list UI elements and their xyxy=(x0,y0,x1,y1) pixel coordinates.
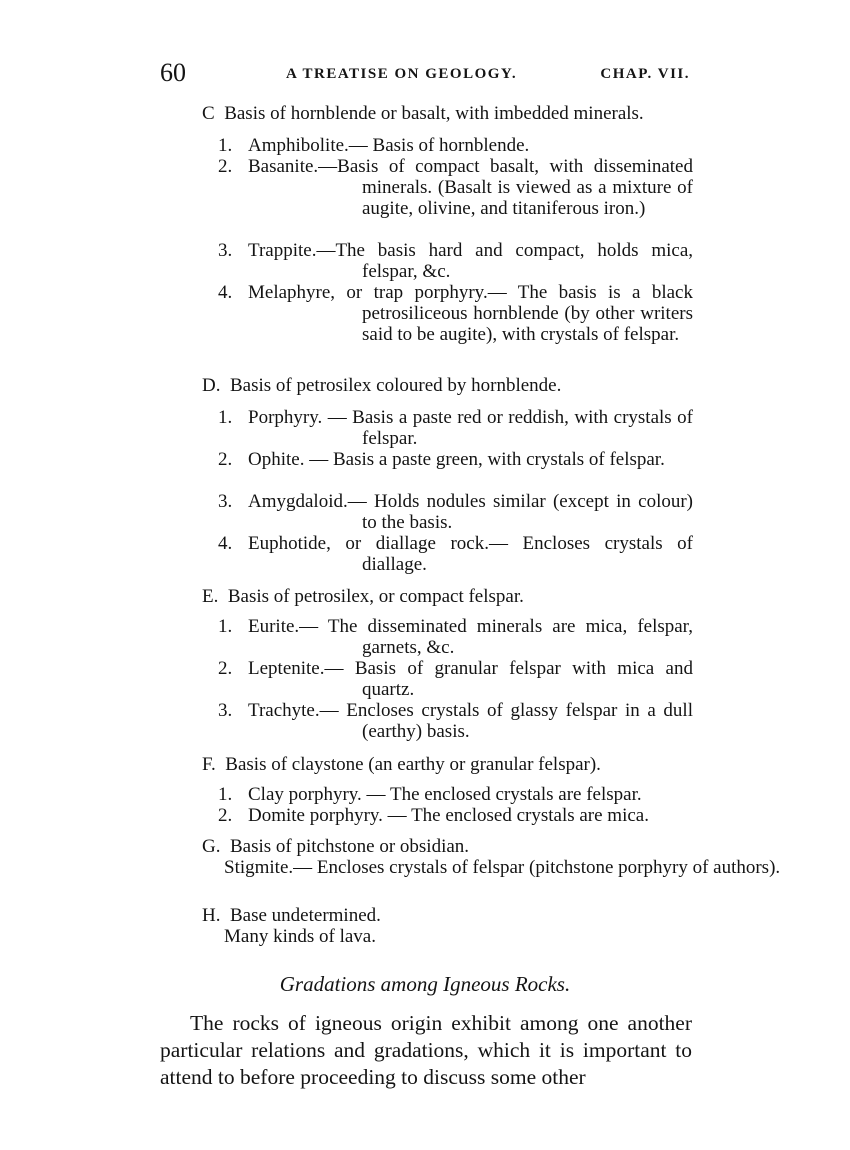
section-heading-text: Basis of petrosilex coloured by hornblende. xyxy=(229,375,562,396)
item-text: Basanite.—Basis of compact basalt, with disseminated minerals. (Basalt is viewed as a mixture of augite, olivine, and titaniferous iron.) xyxy=(248,156,693,219)
list-item xyxy=(218,156,693,219)
stigmite-line: Stigmite.— Encloses crystals of felspar (pitchstone porphyry of authors). xyxy=(224,857,781,878)
section-f-heading xyxy=(202,754,702,775)
page-number: 60 xyxy=(160,58,186,87)
running-header xyxy=(160,58,690,92)
section-heading-text: Basis of pitchstone or obsidian. xyxy=(229,836,470,857)
list-item xyxy=(218,658,693,700)
lava-line: Many kinds of lava. xyxy=(224,926,376,947)
section-heading-text: Base undetermined. xyxy=(229,905,381,926)
item-number: 3. xyxy=(218,700,233,721)
item-number: 3. xyxy=(218,491,233,512)
section-e-heading xyxy=(202,586,702,607)
item-text: Euphotide, or diallage rock.— Encloses crystals of diallage. xyxy=(248,533,693,575)
item-text: Eurite.— The disseminated minerals are mica, felspar, garnets, &c. xyxy=(248,616,693,658)
item-number: 2. xyxy=(218,658,233,679)
item-number: 2. xyxy=(218,449,233,470)
section-h-heading xyxy=(202,905,702,926)
item-number: 4. xyxy=(218,533,233,554)
section-c-heading xyxy=(202,103,702,124)
item-number: 1. xyxy=(218,135,233,156)
section-letter: F. xyxy=(202,754,216,775)
list-item xyxy=(218,449,693,470)
item-text: Leptenite.— Basis of granular felspar with mica and quartz. xyxy=(248,658,693,700)
item-text: Amphibolite.— Basis of hornblende. xyxy=(248,135,530,156)
list-item xyxy=(218,135,693,156)
list-item xyxy=(218,282,693,345)
item-text: Trachyte.— Encloses crystals of glassy felspar in a dull (earthy) basis. xyxy=(248,700,693,742)
item-text: Porphyry. — Basis a paste red or reddish, with crystals of felspar. xyxy=(248,407,693,449)
item-text: Domite porphyry. — The enclosed crystals are mica. xyxy=(248,805,649,826)
item-text: Ophite. — Basis a paste green, with crystals of felspar. xyxy=(248,449,665,470)
item-text: Amygdaloid.— Holds nodules similar (except in colour) to the basis. xyxy=(248,491,693,533)
item-text: Clay porphyry. — The enclosed crystals are felspar. xyxy=(248,784,642,805)
list-item xyxy=(218,805,693,826)
section-subheading: Gradations among Igneous Rocks. xyxy=(279,972,571,996)
body-paragraph: The rocks of igneous origin exhibit among one another particular relations and gradations, which it is important to attend to before proceeding to discuss some other xyxy=(160,1011,692,1089)
list-item xyxy=(218,533,693,575)
section-d-heading xyxy=(202,375,702,396)
item-number: 2. xyxy=(218,805,233,826)
section-letter: E. xyxy=(202,586,219,607)
section-heading-text: Basis of claystone (an earthy or granular felspar). xyxy=(225,754,601,775)
item-number: 1. xyxy=(218,616,233,637)
item-number: 1. xyxy=(218,407,233,428)
item-text: Trappite.—The basis hard and compact, holds mica, felspar, &c. xyxy=(248,240,693,282)
section-letter: G. xyxy=(202,836,221,857)
item-text: Melaphyre, or trap porphyry.— The basis is a black petrosiliceous hornblende (by other writers said to be augite), with crystals of felspar. xyxy=(248,282,693,345)
list-item xyxy=(218,240,693,282)
section-letter: C xyxy=(202,103,215,124)
list-item xyxy=(218,784,693,805)
list-item xyxy=(218,700,693,742)
section-letter: H. xyxy=(202,905,221,926)
item-number: 3. xyxy=(218,240,233,261)
section-heading-text: Basis of petrosilex, or compact felspar. xyxy=(227,586,524,607)
section-g-heading xyxy=(202,836,702,857)
chapter-label: CHAP. VII. xyxy=(600,66,690,82)
section-heading-text: Basis of hornblende or basalt, with imbedded minerals. xyxy=(224,103,644,124)
list-item xyxy=(218,491,693,533)
item-number: 1. xyxy=(218,784,233,805)
list-item xyxy=(218,616,693,658)
item-number: 2. xyxy=(218,156,233,177)
item-number: 4. xyxy=(218,282,233,303)
section-letter: D. xyxy=(202,375,221,396)
running-title: A TREATISE ON GEOLOGY. xyxy=(286,66,518,82)
list-item xyxy=(218,407,693,449)
